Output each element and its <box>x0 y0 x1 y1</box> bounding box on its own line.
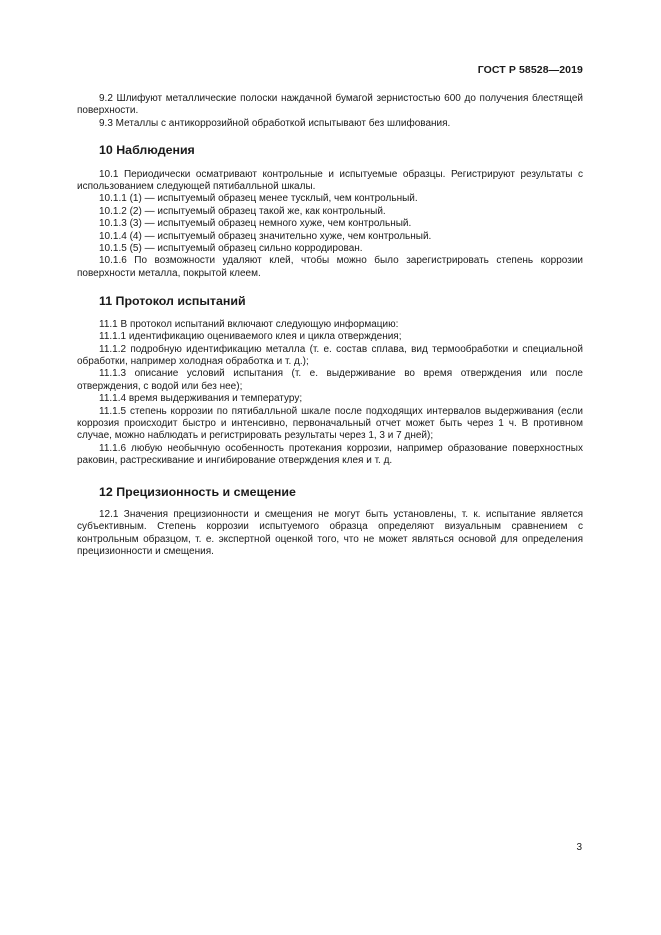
paragraph-10-1: 10.1 Периодически осматривают контрольные и испытуемые образцы. Регистрируют результаты с использованием следующей пятибалльной шкалы. <box>77 168 583 193</box>
paragraph-10-1-4: 10.1.4 (4) — испытуемый образец значительно хуже, чем контрольный. <box>99 230 432 242</box>
paragraph-10-1-2: 10.1.2 (2) — испытуемый образец такой же, как контрольный. <box>99 205 386 217</box>
paragraph-11-1-3: 11.1.3 описание условий испытания (т. е. выдерживание во время отверждения или после отверждения, с водой или без нее); <box>77 368 583 392</box>
document-body <box>77 93 583 559</box>
page-number: 3 <box>576 842 582 853</box>
document-id-header: ГОСТ Р 58528—2019 <box>477 64 583 76</box>
section-12-title: 12 Прецизионность и смещение <box>99 484 296 499</box>
paragraph-11-1-2: 11.1.2 подробную идентификацию металла (т. е. состав сплава, вид термообработки и специальной обработки, например холодная обработка и т. д.); <box>77 343 583 367</box>
paragraph-10-1-5: 10.1.5 (5) — испытуемый образец сильно корродирован. <box>99 243 363 255</box>
paragraph-11-1-5: 11.1.5 степень коррозии по пятибалльной шкале после подходящих интервалов выдерживания (если коррозия происходит быстро и интенсивно, первоначальный отчет может быть через 1 ч. В противном случае, можно наблюдать и регистрировать результаты через 1, 3 и 7 дней); <box>77 405 583 442</box>
paragraph-12-1: 12.1 Значения прецизионности и смещения не могут быть установлены, т. к. испытание является субъективным. Степень коррозии испытуемого образца определяют визуальным сравнением с контрольным образцом, т. е. экспертной оценкой того, что не может являться основой для определения прецизионности и смещения. <box>77 508 583 558</box>
paragraph-11-1: 11.1 В протокол испытаний включают следующую информацию: <box>99 318 399 330</box>
section-10-title: 10 Наблюдения <box>99 143 195 158</box>
paragraph-9-3: 9.3 Металлы с антикоррозийной обработкой испытывают без шлифования. <box>99 117 451 129</box>
paragraph-10-1-6: 10.1.6 По возможности удаляют клей, чтобы можно было зарегистрировать степень коррозии поверхности металла, покрытой клеем. <box>77 255 583 279</box>
section-11-title: 11 Протокол испытаний <box>99 294 246 309</box>
paragraph-11-1-6: 11.1.6 любую необычную особенность протекания коррозии, например образование поверхностных раковин, растрескивание и ингибирование отверждения клея и т. д. <box>77 442 583 467</box>
paragraph-10-1-1: 10.1.1 (1) — испытуемый образец менее тусклый, чем контрольный. <box>99 193 418 205</box>
paragraph-10-1-3: 10.1.3 (3) — испытуемый образец немного хуже, чем контрольный. <box>99 218 412 230</box>
paragraph-11-1-4: 11.1.4 время выдерживания и температуру; <box>99 393 303 405</box>
paragraph-11-1-1: 11.1.1 идентификацию оцениваемого клея и цикла отверждения; <box>99 331 402 343</box>
paragraph-9-2: 9.2 Шлифуют металлические полоски наждачной бумагой зернистостью 600 до получения блестящей поверхности. <box>77 93 583 117</box>
